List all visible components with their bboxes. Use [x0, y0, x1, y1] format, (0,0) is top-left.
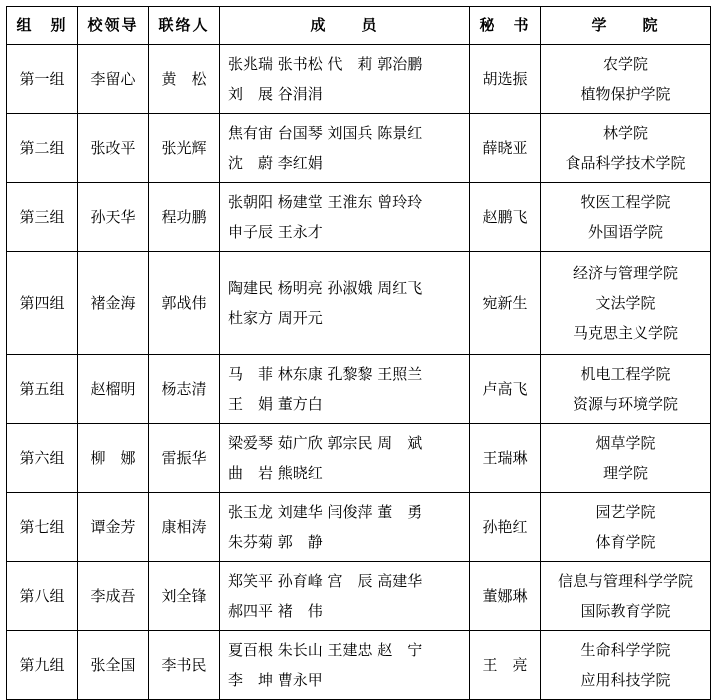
leader-cell: 张全国	[78, 631, 149, 700]
group-name-cell: 第四组	[7, 252, 78, 355]
group-name-cell: 第六组	[7, 424, 78, 493]
college-line: 文法学院	[595, 293, 656, 312]
college-line: 信息与管理科学学院	[557, 571, 693, 590]
secretary-cell: 宛新生	[470, 252, 541, 355]
group-name-cell: 第七组	[7, 493, 78, 562]
colleges-cell	[541, 631, 711, 700]
members-cell	[220, 493, 470, 562]
colleges-cell	[541, 183, 711, 252]
member-line: 马 菲 林东康 孔黎黎 王照兰	[228, 364, 423, 383]
college-line: 农学院	[602, 54, 648, 73]
member-line: 申子辰 王永才	[228, 223, 323, 241]
table-row	[7, 562, 711, 631]
secretary-cell: 卢高飞	[470, 355, 541, 424]
college-line: 牧医工程学院	[580, 192, 671, 211]
member-line: 沈 蔚 李红娟	[228, 154, 323, 172]
contact-cell: 程功鹏	[149, 183, 220, 252]
header-members: 成 员	[220, 7, 470, 45]
table-row	[7, 114, 711, 183]
contact-cell: 康相涛	[149, 493, 220, 562]
colleges-cell	[541, 562, 711, 631]
leader-cell: 李成吾	[78, 562, 149, 631]
leader-cell: 谭金芳	[78, 493, 149, 562]
colleges-cell	[541, 45, 711, 114]
members-cell	[220, 252, 470, 355]
college-line: 资源与环境学院	[572, 395, 678, 413]
college-line: 林学院	[602, 123, 648, 142]
colleges-cell	[541, 424, 711, 493]
members-cell	[220, 562, 470, 631]
roster-body	[7, 45, 711, 700]
members-cell	[220, 424, 470, 493]
colleges-cell	[541, 252, 711, 355]
table-row	[7, 424, 711, 493]
member-line: 曲 岩 熊晓红	[228, 464, 323, 482]
group-name-cell: 第九组	[7, 631, 78, 700]
member-line: 焦有宙 台国琴 刘国兵 陈景红	[228, 123, 423, 142]
contact-cell: 刘全锋	[149, 562, 220, 631]
member-line: 王 娟 董方白	[228, 395, 323, 413]
college-line: 植物保护学院	[580, 85, 671, 103]
members-cell	[220, 355, 470, 424]
member-line: 朱芬菊 郭 静	[228, 533, 323, 551]
college-line: 机电工程学院	[580, 364, 671, 383]
secretary-cell: 胡选振	[470, 45, 541, 114]
college-line: 理学院	[602, 464, 648, 482]
contact-cell: 李书民	[149, 631, 220, 700]
contact-cell: 雷振华	[149, 424, 220, 493]
member-line: 刘 展 谷涓涓	[228, 85, 323, 103]
member-line: 张朝阳 杨建堂 王淮东 曾玲玲	[228, 192, 423, 211]
leader-cell: 赵榴明	[78, 355, 149, 424]
colleges-cell	[541, 493, 711, 562]
leader-cell: 柳 娜	[78, 424, 149, 493]
secretary-cell: 赵鹏飞	[470, 183, 541, 252]
header-group: 组 别	[7, 7, 78, 45]
group-name-cell: 第八组	[7, 562, 78, 631]
group-name-cell: 第三组	[7, 183, 78, 252]
member-line: 梁爱琴 茹广欣 郭宗民 周 斌	[228, 433, 423, 452]
leader-cell: 张改平	[78, 114, 149, 183]
contact-cell: 黄 松	[149, 45, 220, 114]
member-line: 张玉龙 刘建华 闫俊萍 董 勇	[228, 502, 423, 521]
college-line: 外国语学院	[587, 223, 663, 241]
members-cell	[220, 114, 470, 183]
contact-cell: 张光辉	[149, 114, 220, 183]
colleges-cell	[541, 355, 711, 424]
table-row	[7, 631, 711, 700]
group-name-cell: 第二组	[7, 114, 78, 183]
college-line: 食品科学技术学院	[565, 154, 686, 172]
table-row	[7, 252, 711, 355]
member-line: 夏百根 朱长山 王建忠 赵 宁	[228, 640, 423, 659]
contact-cell: 杨志清	[149, 355, 220, 424]
secretary-cell: 董娜琳	[470, 562, 541, 631]
college-line: 园艺学院	[595, 502, 656, 521]
member-line: 杜家方 周开元	[228, 309, 323, 327]
members-cell	[220, 45, 470, 114]
member-line: 李 坤 曹永甲	[228, 671, 323, 689]
group-name-cell: 第一组	[7, 45, 78, 114]
header-colleges: 学 院	[541, 7, 711, 45]
leader-cell: 李留心	[78, 45, 149, 114]
college-line: 应用科技学院	[580, 671, 671, 689]
members-cell	[220, 631, 470, 700]
college-line: 国际教育学院	[580, 602, 671, 620]
member-line: 陶建民 杨明亮 孙淑娥 周红飞	[228, 278, 423, 297]
group-name-cell: 第五组	[7, 355, 78, 424]
table-row	[7, 355, 711, 424]
table-row	[7, 183, 711, 252]
colleges-cell	[541, 114, 711, 183]
leader-cell: 孙天华	[78, 183, 149, 252]
header-secretary: 秘 书	[470, 7, 541, 45]
member-line: 郝四平 褚 伟	[228, 602, 323, 620]
college-line: 马克思主义学院	[572, 324, 678, 343]
members-cell	[220, 183, 470, 252]
college-line: 生命科学学院	[580, 640, 671, 659]
college-line: 体育学院	[595, 533, 656, 551]
secretary-cell: 王瑞琳	[470, 424, 541, 493]
college-line: 烟草学院	[595, 433, 656, 452]
contact-cell: 郭战伟	[149, 252, 220, 355]
secretary-cell: 孙艳红	[470, 493, 541, 562]
group-roster-table	[6, 6, 711, 700]
table-row	[7, 493, 711, 562]
header-leader: 校领导	[78, 7, 149, 45]
member-line: 郑笑平 孙育峰 宫 辰 高建华	[228, 571, 423, 590]
leader-cell: 褚金海	[78, 252, 149, 355]
member-line: 张兆瑞 张书松 代 莉 郭治鹏	[228, 54, 423, 73]
college-line: 经济与管理学院	[572, 263, 678, 282]
table-row	[7, 45, 711, 114]
header-row	[7, 7, 711, 45]
header-contact: 联络人	[149, 7, 220, 45]
secretary-cell: 薛晓亚	[470, 114, 541, 183]
secretary-cell: 王 亮	[470, 631, 541, 700]
